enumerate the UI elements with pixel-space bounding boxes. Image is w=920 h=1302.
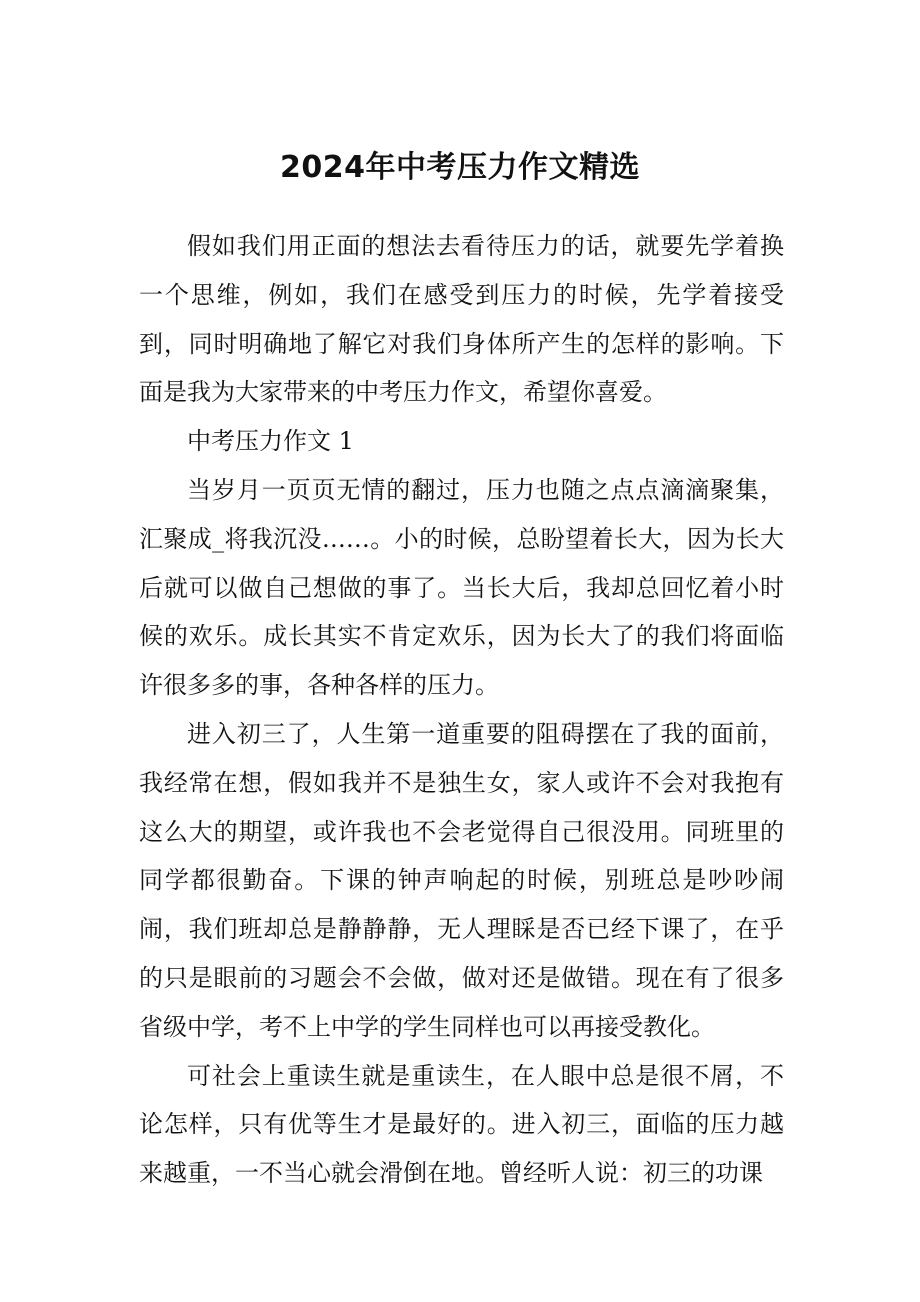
document-title: 2024年中考压力作文精选 [280, 150, 640, 185]
intro-paragraph: 假如我们用正面的想法去看待压力的话，就要先学着换一个思维，例如，我们在感受到压力的时候，先学着接受到，同时明确地了解它对我们身体所产生的怎样的影响。下面是我为大家带来的中考压力作文，希望你喜爱。 [139, 232, 784, 407]
body-paragraph: 当岁月一页页无情的翻过，压力也随之点点滴滴聚集，汇聚成_将我沉没……。小的时候，总盼望着长大，因为长大后就可以做自己想做的事了。当长大后，我却总回忆着小时候的欢乐。成长其实不肯定欢乐，因为长大了的我们将面临许很多多的事，各种各样的压力。 [139, 475, 784, 700]
body-paragraph: 可社会上重读生就是重读生，在人眼中总是很不屑，不论怎样，只有优等生才是最好的。进入初三，面临的压力越来越重，一不当心就会滑倒在地。曾经听人说：初三的功课 [139, 1061, 784, 1188]
body-paragraph: 进入初三了，人生第一道重要的阻碍摆在了我的面前，我经常在想，假如我并不是独生女，家人或许不会对我抱有这么大的期望，或许我也不会老觉得自己很没用。同班里的同学都很勤奋。下课的钟声响起的时候，别班总是吵吵闹闹，我们班却总是静静静，无人理睬是否已经下课了，在乎的只是眼前的习题会不会做，做对还是做错。现在有了很多省级中学，考不上中学的学生同样也可以再接受教化。 [139, 719, 784, 1041]
essay-heading: 中考压力作文 1 [187, 427, 354, 456]
document-body [139, 222, 784, 1198]
